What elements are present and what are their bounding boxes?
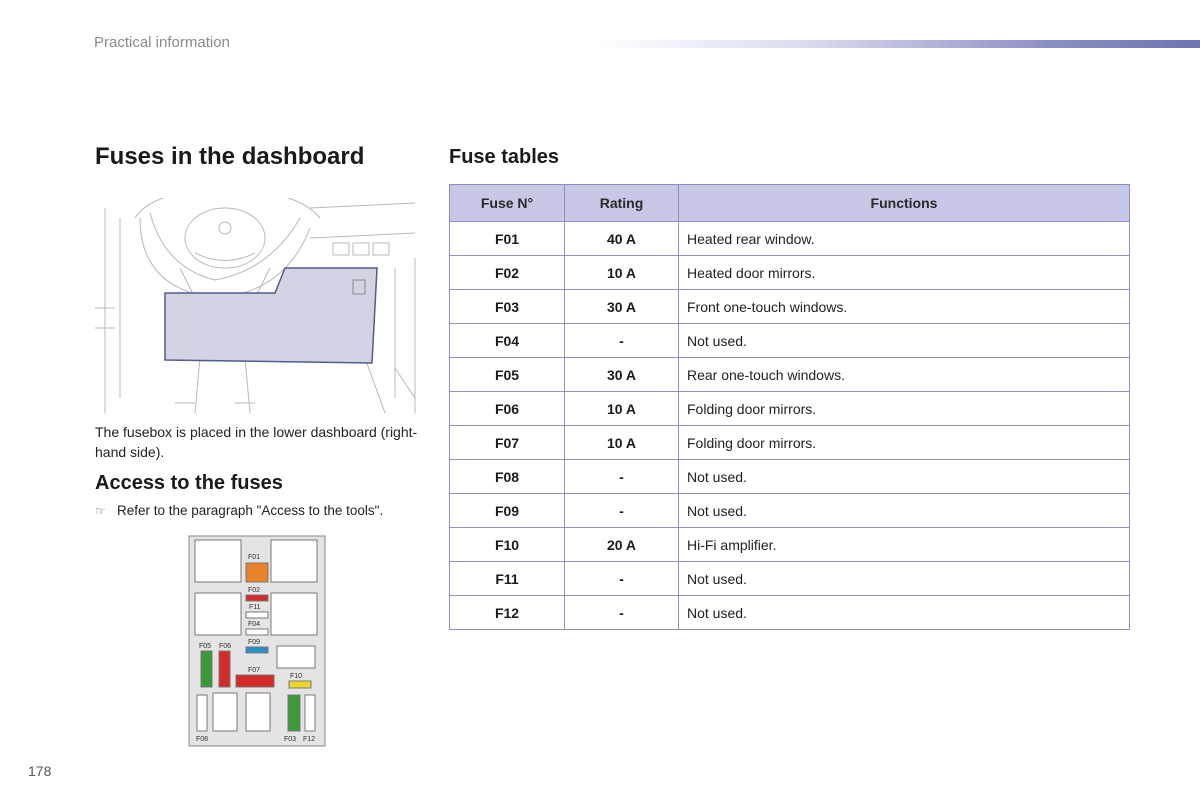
fusebox-location-caption: The fusebox is placed in the lower dashboard (right-hand side). bbox=[95, 424, 418, 460]
fuse-f02 bbox=[246, 595, 268, 601]
page-title: Fuses in the dashboard bbox=[95, 143, 365, 170]
fuse-cell: F10 bbox=[450, 528, 565, 562]
function-cell: Not used. bbox=[679, 596, 1130, 630]
fuse-cell: F01 bbox=[450, 222, 565, 256]
fuse-label-f10: F10 bbox=[290, 673, 303, 680]
table-row bbox=[450, 528, 1130, 562]
function-cell: Front one-touch windows. bbox=[679, 290, 1130, 324]
table-row bbox=[450, 290, 1130, 324]
fuse-label-f08: F08 bbox=[196, 736, 209, 743]
rating-cell: - bbox=[565, 460, 679, 494]
fuse-label-f12: F12 bbox=[303, 736, 316, 743]
fuse-label-f01: F01 bbox=[248, 554, 261, 561]
fuse-tables-title: Fuse tables bbox=[449, 146, 560, 168]
fuse-f05 bbox=[201, 651, 212, 687]
fuse-cell: F02 bbox=[450, 256, 565, 290]
fuse-cell: F07 bbox=[450, 426, 565, 460]
rating-cell: 10 A bbox=[565, 256, 679, 290]
fuse-f10 bbox=[289, 681, 311, 688]
fuse-f04 bbox=[246, 629, 268, 635]
table-row bbox=[450, 392, 1130, 426]
access-title: Access to the fuses bbox=[95, 472, 283, 494]
table-row bbox=[450, 324, 1130, 358]
fuse-f07 bbox=[236, 675, 274, 687]
function-cell: Folding door mirrors. bbox=[679, 426, 1130, 460]
fusebox-diagram bbox=[188, 535, 326, 747]
fuse-label-f07: F07 bbox=[248, 667, 261, 674]
fuse-cell: F03 bbox=[450, 290, 565, 324]
table-header-row bbox=[450, 185, 1130, 222]
fuse-label-f09: F09 bbox=[248, 639, 261, 646]
rating-cell: - bbox=[565, 596, 679, 630]
column-header-rating: Rating bbox=[565, 185, 679, 222]
fuse-f09 bbox=[246, 647, 268, 653]
fuse-label-f05: F05 bbox=[199, 643, 212, 650]
header-decor-bar bbox=[600, 40, 1200, 48]
fuse-cell: F04 bbox=[450, 324, 565, 358]
fuse-cell: F09 bbox=[450, 494, 565, 528]
fuse-cell: F12 bbox=[450, 596, 565, 630]
fuse-f08 bbox=[197, 695, 207, 731]
function-cell: Rear one-touch windows. bbox=[679, 358, 1130, 392]
table-row bbox=[450, 460, 1130, 494]
column-header-fuse: Fuse N° bbox=[450, 185, 565, 222]
fuse-f03 bbox=[288, 695, 300, 731]
rating-cell: - bbox=[565, 494, 679, 528]
rating-cell: - bbox=[565, 324, 679, 358]
function-cell: Heated rear window. bbox=[679, 222, 1130, 256]
rating-cell: 40 A bbox=[565, 222, 679, 256]
fuse-cell: F11 bbox=[450, 562, 565, 596]
rating-cell: 10 A bbox=[565, 426, 679, 460]
fuse-cell: F05 bbox=[450, 358, 565, 392]
section-header: Practical information bbox=[94, 34, 230, 51]
fuse-label-f11: F11 bbox=[249, 604, 261, 611]
table-row bbox=[450, 256, 1130, 290]
fuse-label-f04: F04 bbox=[248, 621, 261, 628]
function-cell: Not used. bbox=[679, 562, 1130, 596]
table-row bbox=[450, 494, 1130, 528]
function-cell: Not used. bbox=[679, 460, 1130, 494]
rating-cell: 30 A bbox=[565, 358, 679, 392]
table-row bbox=[450, 426, 1130, 460]
fuse-f12 bbox=[305, 695, 315, 731]
rating-cell: - bbox=[565, 562, 679, 596]
function-cell: Hi-Fi amplifier. bbox=[679, 528, 1130, 562]
table-row bbox=[450, 596, 1130, 630]
fuse-cell: F08 bbox=[450, 460, 565, 494]
column-header-functions: Functions bbox=[679, 185, 1130, 222]
fuse-label-f02: F02 bbox=[248, 587, 261, 594]
fuse-f06 bbox=[219, 651, 230, 687]
fuse-label-f03: F03 bbox=[284, 736, 297, 743]
fuse-cell: F06 bbox=[450, 392, 565, 426]
function-cell: Folding door mirrors. bbox=[679, 392, 1130, 426]
rating-cell: 30 A bbox=[565, 290, 679, 324]
access-note bbox=[95, 503, 383, 518]
table-row bbox=[450, 358, 1130, 392]
page-number: 178 bbox=[28, 763, 52, 779]
fuse-table bbox=[449, 184, 1130, 630]
fuse-f01 bbox=[246, 563, 268, 582]
function-cell: Not used. bbox=[679, 494, 1130, 528]
fuse-label-f06: F06 bbox=[219, 643, 232, 650]
function-cell: Not used. bbox=[679, 324, 1130, 358]
dashboard-illustration bbox=[95, 198, 421, 418]
table-row bbox=[450, 222, 1130, 256]
fuse-f11 bbox=[246, 612, 268, 618]
table-row bbox=[450, 562, 1130, 596]
access-note-text: Refer to the paragraph "Access to the tools". bbox=[117, 503, 384, 518]
pointing-hand-icon: ☞ bbox=[95, 504, 106, 518]
function-cell: Heated door mirrors. bbox=[679, 256, 1130, 290]
rating-cell: 20 A bbox=[565, 528, 679, 562]
rating-cell: 10 A bbox=[565, 392, 679, 426]
